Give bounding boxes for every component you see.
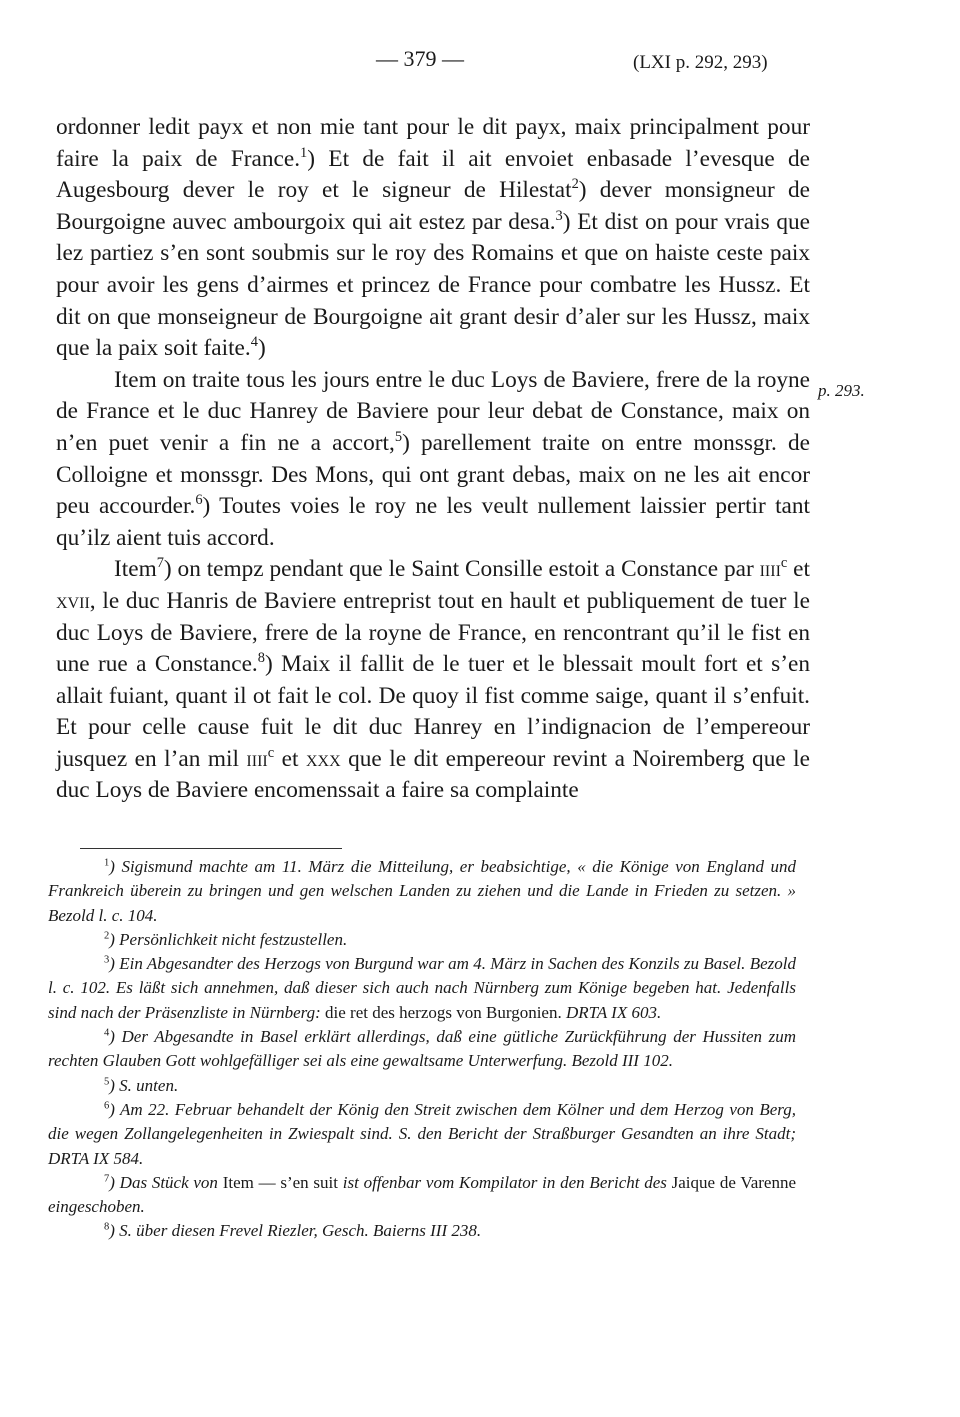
footnote-marker: 6 — [195, 492, 203, 509]
page-header — [0, 46, 960, 86]
page-reference: (LXI p. 292, 293) — [633, 52, 768, 73]
footnote-marker: 2 — [571, 176, 579, 193]
footnote: $^3$) Ein Abgesandter des Herzogs von Burgund war am 4. März in Sachen des Konzils zu Basel. Bezold l. c. 102. Es läßt sich annehmen, daß dieser sich auch nach Nürnberg zum Könige begeben hat. Jedenfalls sind nach der Präsenzliste in Nürnberg: die ret des herzogs von Burgonien. DRTA IX 603. — [48, 954, 796, 1022]
footnote: $^1$) Sigismund machte am 11. März die Mitteilung, er beabsichtige, « die Könige von England und Frankreich überein zu bringen und gen welschen Landen zu ziehen und die Lande in Frieden zu setzen. » Bezold l. c. 104. — [48, 857, 796, 925]
footnote: $^6$) Am 22. Februar behandelt der König den Streit zwischen dem Kölner und dem Herzog von Berg, die wegen Zollangelegenheiten in Zwiespalt sind. S. den Bericht der Straßburger Gesandten an ihre Stadt; DRTA IX 584. — [48, 1099, 796, 1168]
footnote-marker: 8 — [257, 650, 265, 667]
footnote: $^8$) S. über diesen Frevel Riezler, Gesch. Baierns III 238. — [104, 1221, 482, 1241]
page-number: — 379 — — [376, 46, 464, 71]
footnote-marker: 7 — [156, 555, 164, 572]
footnote-marker: 3 — [555, 208, 563, 225]
footnote-marker: 4 — [250, 334, 258, 351]
paragraph: Item on traite tous les jours entre le duc Loys de Baviere, frere de la royne de France et le duc Hanrey de Baviere pour leur debat de Constance, maix on n’en puet venir a fin ne a accort,$^5$) parellement traite on entre monssgr. de Colloigne et monssgr. Des Mons, qui ont grant debas, maix on ne les ait encor peu accourder.$^6$) Toutes voies le roy ne les veult nullement laissier pertir tant qu’ilz aient tuis accord. — [56, 366, 811, 551]
margin-note: p. 293. — [818, 381, 865, 400]
main-text — [56, 112, 810, 807]
footnote: $^7$) Das Stück von Item — s’en suit ist offenbar vom Kompilator in den Bericht des Jaique de Varenne eingeschoben. — [48, 1172, 797, 1217]
footnote: $^4$) Der Abgesandte in Basel erklärt allerdings, daß eine gütliche Zurückführung der Hussiten zum rechten Glauben Gott wohlgefälliger sei als eine gewaltsame Unterwerfung. Bezold III 102. — [48, 1027, 796, 1071]
footnote-divider — [80, 848, 342, 849]
footnote: $^5$) S. unten. — [104, 1075, 179, 1095]
footnote-marker: 1 — [300, 144, 308, 161]
paragraph: ordonner ledit payx et non mie tant pour le dit payx, maix principalment pour faire la paix de France.$^1$) Et de fait il ait envoiet enbasade l’evesque de Augesbourg dever le roy et le signeur de Hilestat$^2$) dever monsigneur de Bourgoigne auvec ambourgoix qui ait estez par desa.$^3$) Et dist on pour vrais que lez partiez s’en sont soubmis sur le roy des Romains et que on haiste ceste paix pour avoir les gens d’airmes et princez de France pour combatre les Hussz. Et dit on que monseigneur de Bourgoigne ait grant desir d’aler sur les Hussz, maix que la paix soit faite.$^4$) — [56, 114, 810, 362]
footnotes — [48, 855, 796, 1244]
footnote-marker: 5 — [394, 429, 403, 446]
footnote: $^2$) Persönlichkeit nicht festzustellen. — [104, 929, 348, 949]
paragraph: Item$^7$) on tempz pendant que le Saint Consille estoit a Constance par iiii$^c$ et xvii, le duc Hanris de Baviere entreprist tout en hault et publiquement de tuer le duc Loys de Baviere, frere de la royne de France, en rencontrant qu’il le fist en une rue a Constance.$^8$) Maix il fallit de le tuer et le blessait moult fort et s’en allait fuiant, quant il ot fait le col. De quoy il fist comme saige, quant il s’enfuit. Et pour celle cause fuit le dit duc Hanrey en l’indignacion de l’empereour jusquez en l’an mil iiii$^c$ et xxx que le dit empereour revint a Noiremberg que le duc Loys de Baviere encomenssait a faire sa complainte — [56, 555, 810, 804]
